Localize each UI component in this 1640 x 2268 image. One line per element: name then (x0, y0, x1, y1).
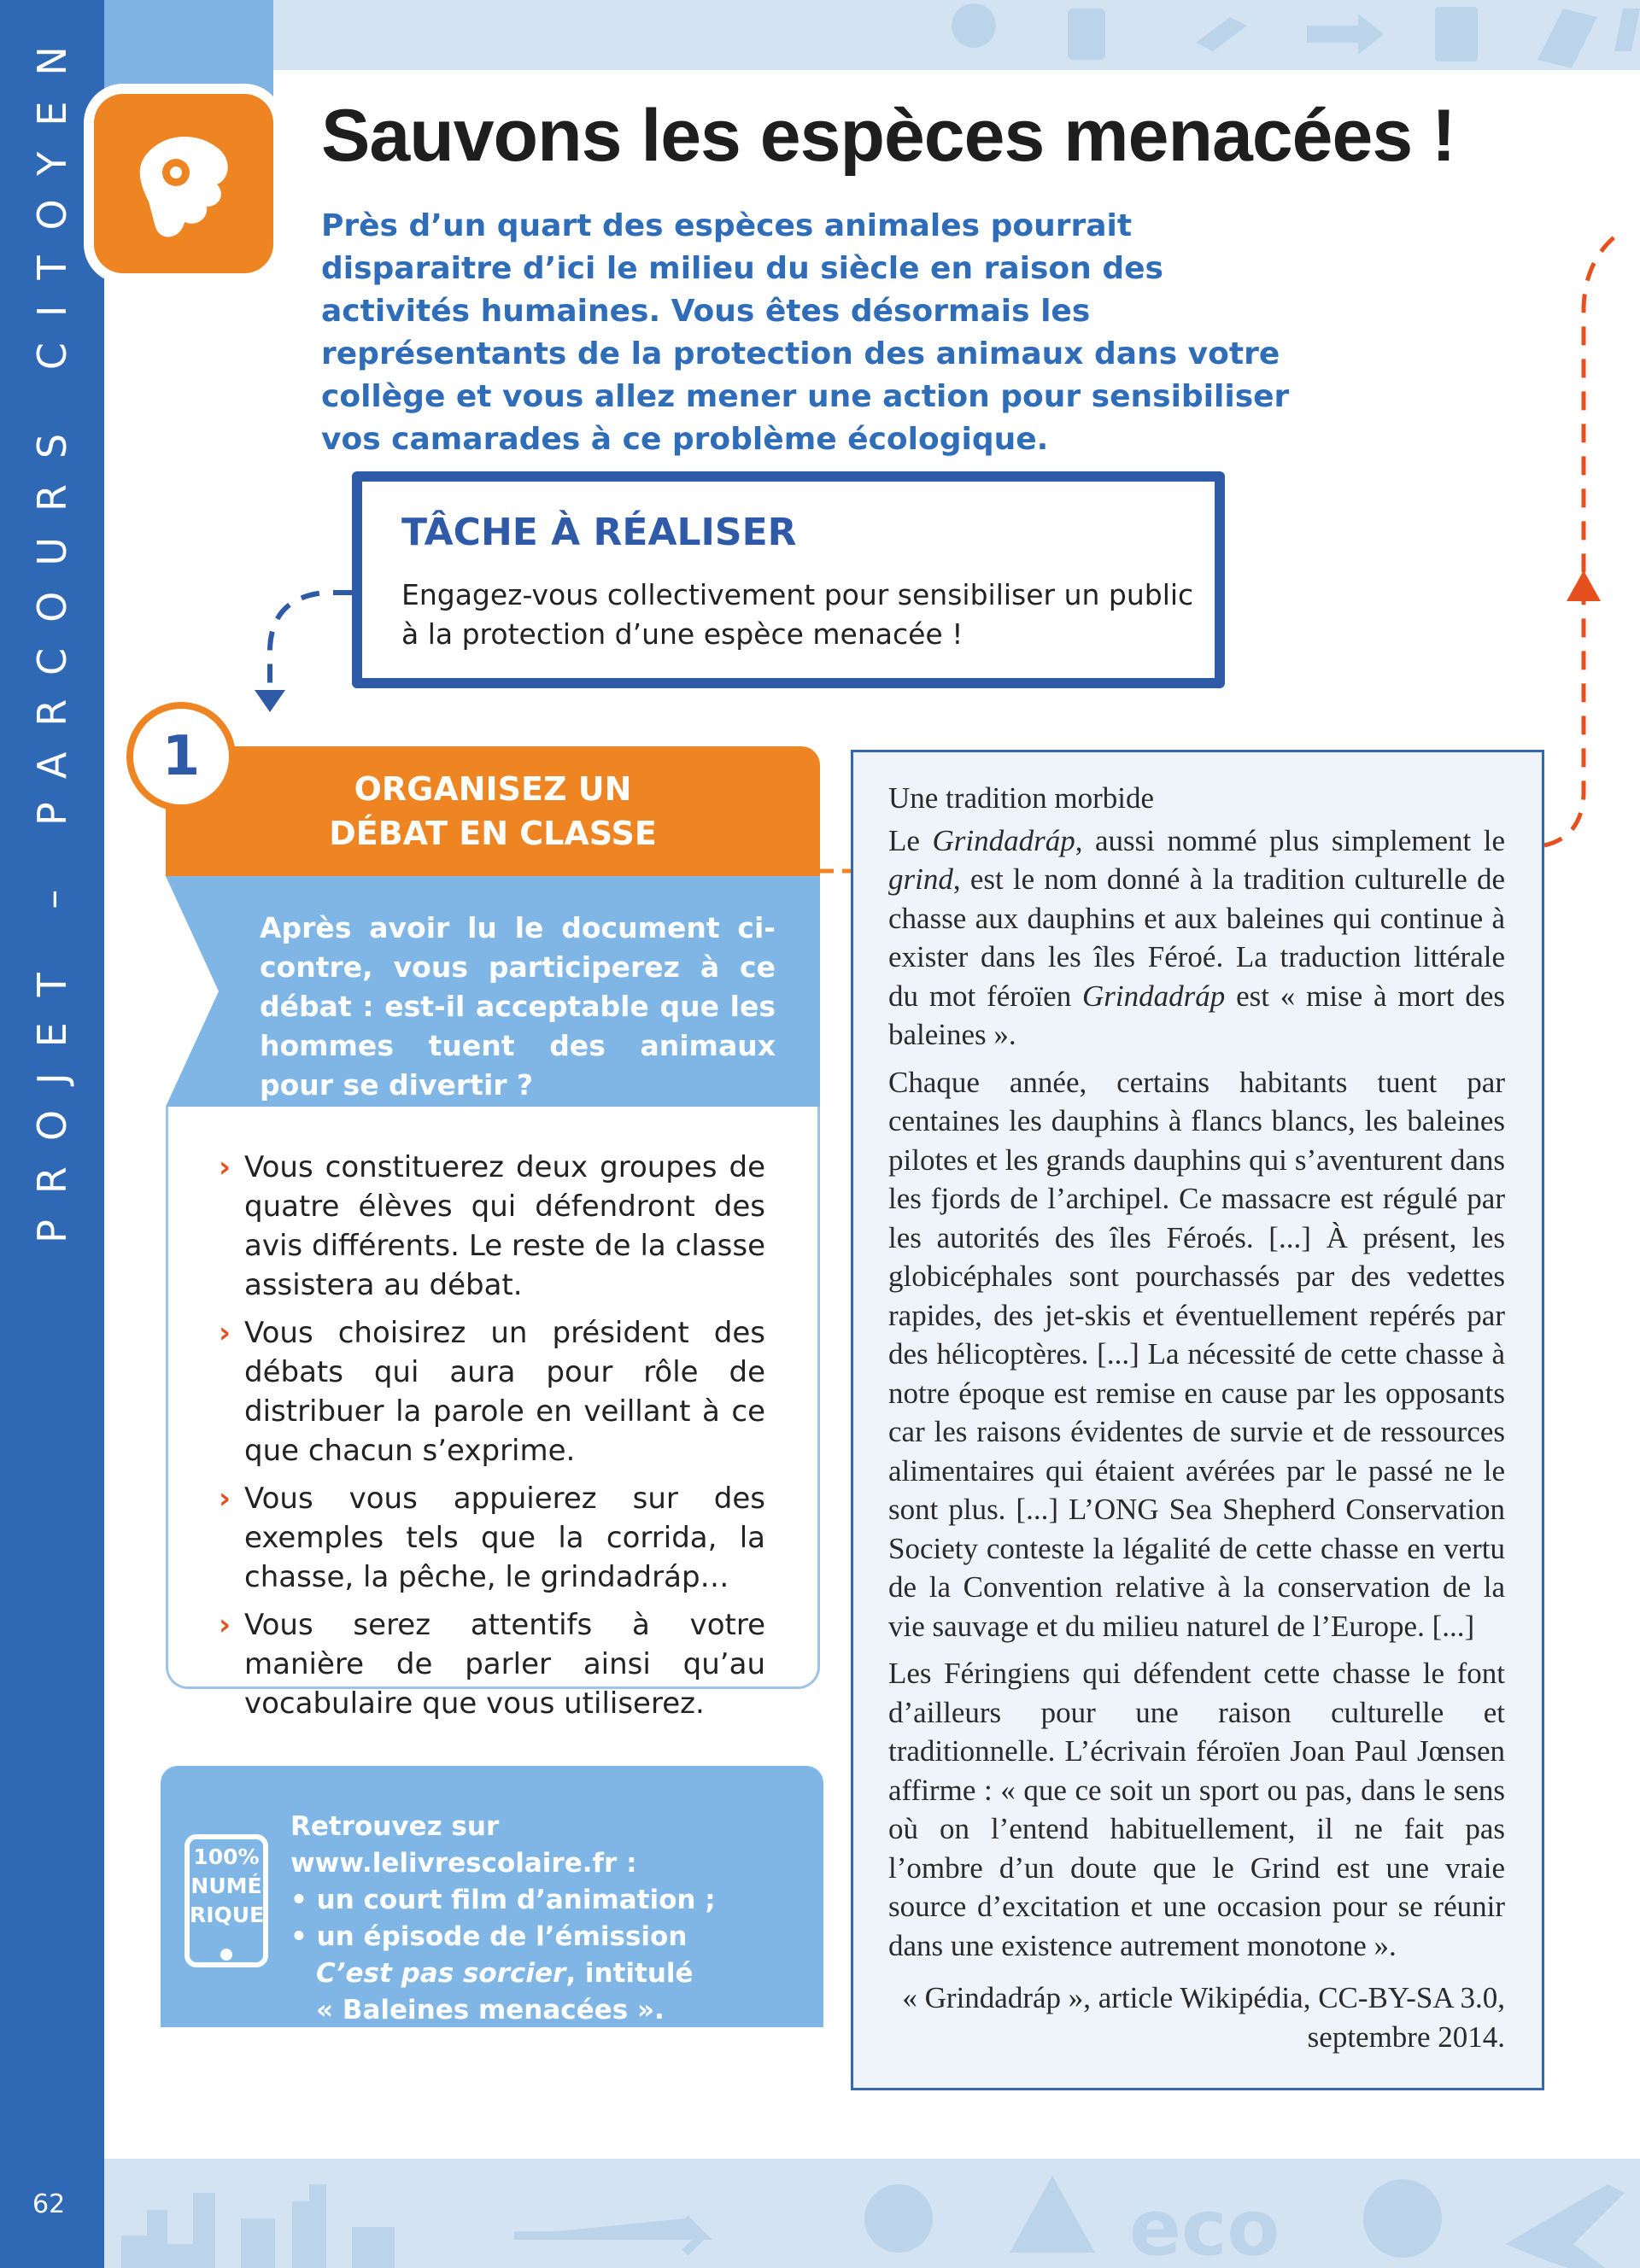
pencil-icon (1614, 9, 1640, 51)
text-run: Le (888, 823, 933, 857)
text-run: , est le nom donné à la tradition culturelle de chasse aux dauphins et aux baleines qui continue à exister dans les îles Féroé. La traduction littérale du mot féroïen (888, 862, 1505, 1013)
globe-icon (952, 3, 996, 48)
digital-item-episode: • un épisode de l’émission (290, 1921, 688, 1952)
warning-icon (1010, 2176, 1095, 2253)
eco-logo: eco (1129, 2183, 1280, 2268)
list-item (219, 1479, 765, 1597)
usb-icon (514, 2218, 702, 2253)
intro-paragraph: Près d’un quart des espèces animales pourrait disparaitre d’ici le milieu du siècle en raison des activités humaines. Vous êtes désormais les représentants de la protection des animaux dans votre collège et vous allez mener une action pour sensibiliser vos camarades à ce problème écologique. (321, 208, 1290, 457)
task-text: Engagez-vous collectivement pour sensibiliser un public à la protection d’une espèce menacée ! (401, 578, 1194, 651)
section-label (0, 0, 104, 1264)
tool-icon (1435, 7, 1478, 61)
chevron-right-icon: › (219, 1482, 231, 1516)
task-title: TÂCHE À RÉALISER (401, 511, 797, 554)
accessibility-icon (864, 2184, 933, 2253)
pointing-hand-icon (94, 94, 273, 273)
debate-title-line2: DÉBAT EN CLASSE (329, 815, 657, 852)
badge-line: 100% (193, 1844, 260, 1869)
digital-show-line (290, 1955, 803, 1992)
document-paragraph-1 (888, 821, 1505, 1055)
badge-line: RIQUE (190, 1903, 265, 1927)
chevron-right-icon: › (219, 1150, 231, 1184)
italic-term: Grindadráp (1082, 979, 1226, 1013)
document-paragraph-3: Les Féringiens qui défendent cette chasse le font d’ailleurs pour une raison culturelle et traditionnelle. L’écrivain féroïen Joan Paul Jœnsen affirme : « que ce soit un sport ou pas, dans le sens où on l’entend habituellement, il ne fait pas l’ombre d’un doute que le Grind est une vraie source d’excitation et une occasion pour se réunir dans une existence autrement monotone ». (888, 1657, 1505, 1962)
list-item-text: Vous constituerez deux groupes de quatre élèves qui défendront des avis différents. Le reste de la classe assistera au débat. (244, 1150, 765, 1302)
arrow-icon (1307, 14, 1384, 55)
hand-logo-badge (94, 94, 273, 273)
page-title: Sauvons les espèces menacées ! (321, 95, 1456, 177)
chevron-right-icon: › (219, 1316, 231, 1350)
phone-button-icon (220, 1949, 232, 1961)
source-line: « Grindadráp », article Wikipédia, CC-BY-SA 3.0, (902, 1981, 1505, 2014)
italic-term: Grindadráp (932, 823, 1075, 857)
digital-resources-text (290, 1809, 803, 2029)
list-item-text: Vous choisirez un président des débats qui aura pour rôle de distribuer la parole en veillant à ce que chacun s’exprime. (244, 1316, 765, 1468)
italic-term: grind (888, 862, 953, 896)
city-skyline-icon (121, 2184, 395, 2268)
person-icon (1068, 9, 1105, 60)
book-icon (1538, 9, 1597, 68)
doc-to-top-connector (1544, 231, 1623, 845)
list-item-text: Vous vous appuierez sur des exemples tels que la corrida, la chasse, la pêche, le grindadráp… (244, 1482, 765, 1594)
debate-title (166, 767, 820, 856)
badge-line: NUMÉ (190, 1873, 262, 1898)
bottom-decoration-icons (104, 2159, 1640, 2268)
debate-title-line1: ORGANISEZ UN (354, 770, 632, 808)
airplane-icon (1505, 2184, 1625, 2268)
section-label-text: PROJET – PARCOURS CITOYEN (29, 20, 75, 1243)
document-source (888, 1979, 1505, 2056)
digital-item-film: • un court film d’animation ; (290, 1885, 716, 1915)
page-number: 62 (32, 2189, 66, 2219)
document-paragraph-2: Chaque année, certains habitants tuent par centaines les dauphins à flancs blancs, les baleines pilotes et les grands dauphins qui s’aventurent dans les fjords de l’archipel. Ce massacre est régulé par les autorités des îles Féroés. [...] À présent, les globicéphales sont pourchassés par des vedettes rapides, des jet-skis et éventuellement repérés par des hélicoptères. [...] La nécessité de cette chasse à notre époque est remise en cause par les opposants car les raisons évidentes de survie et de ressources alimentaires qui étaient avérées par le passé ne le sont plus. [...] L’ONG Sea Shepherd Conservation Society conteste la légalité de cette chasse en vertu de la Convention relative à la conservation de la vie sauvage et du milieu naturel de l’Europe. [...] (888, 1065, 1505, 1643)
chevron-right-icon: › (219, 1608, 231, 1642)
down-arrow-icon (255, 690, 285, 712)
list-item (219, 1605, 765, 1723)
debate-question: Après avoir lu le document ci-contre, vous participerez à ce débat : est-il acceptable que les hommes tuent des animaux pour se divertir ? (260, 911, 776, 1102)
source-line: septembre 2014. (1307, 2020, 1505, 2054)
source-document (888, 779, 1505, 2065)
up-arrow-icon (1567, 570, 1601, 601)
show-suffix: , intitulé (565, 1958, 694, 1989)
text-run: , aussi nommé plus simplement le (1075, 823, 1505, 857)
document-title: Une tradition morbide (888, 781, 1155, 815)
debate-instructions-list (219, 1148, 765, 1732)
plug-icon (1196, 17, 1247, 51)
list-item (219, 1313, 765, 1470)
step-number: 1 (161, 725, 201, 788)
list-item-text: Vous serez attentifs à votre manière de parler ainsi qu’au vocabulaire que vous utiliserez. (244, 1608, 765, 1721)
show-title: C’est pas sorcier (316, 1958, 566, 1989)
task-to-step-connector (270, 593, 352, 692)
digital-badge (190, 1843, 263, 1930)
digital-intro-link[interactable]: Retrouvez sur www.lelivrescolaire.fr : (290, 1811, 637, 1879)
top-decoration-icons (940, 0, 1640, 70)
digital-episode-title: « Baleines menacées ». (316, 1995, 665, 2025)
eu-stars-icon (1363, 2179, 1442, 2258)
list-item (219, 1148, 765, 1305)
text-run: est « mise à mort des baleines ». (888, 979, 1505, 1051)
